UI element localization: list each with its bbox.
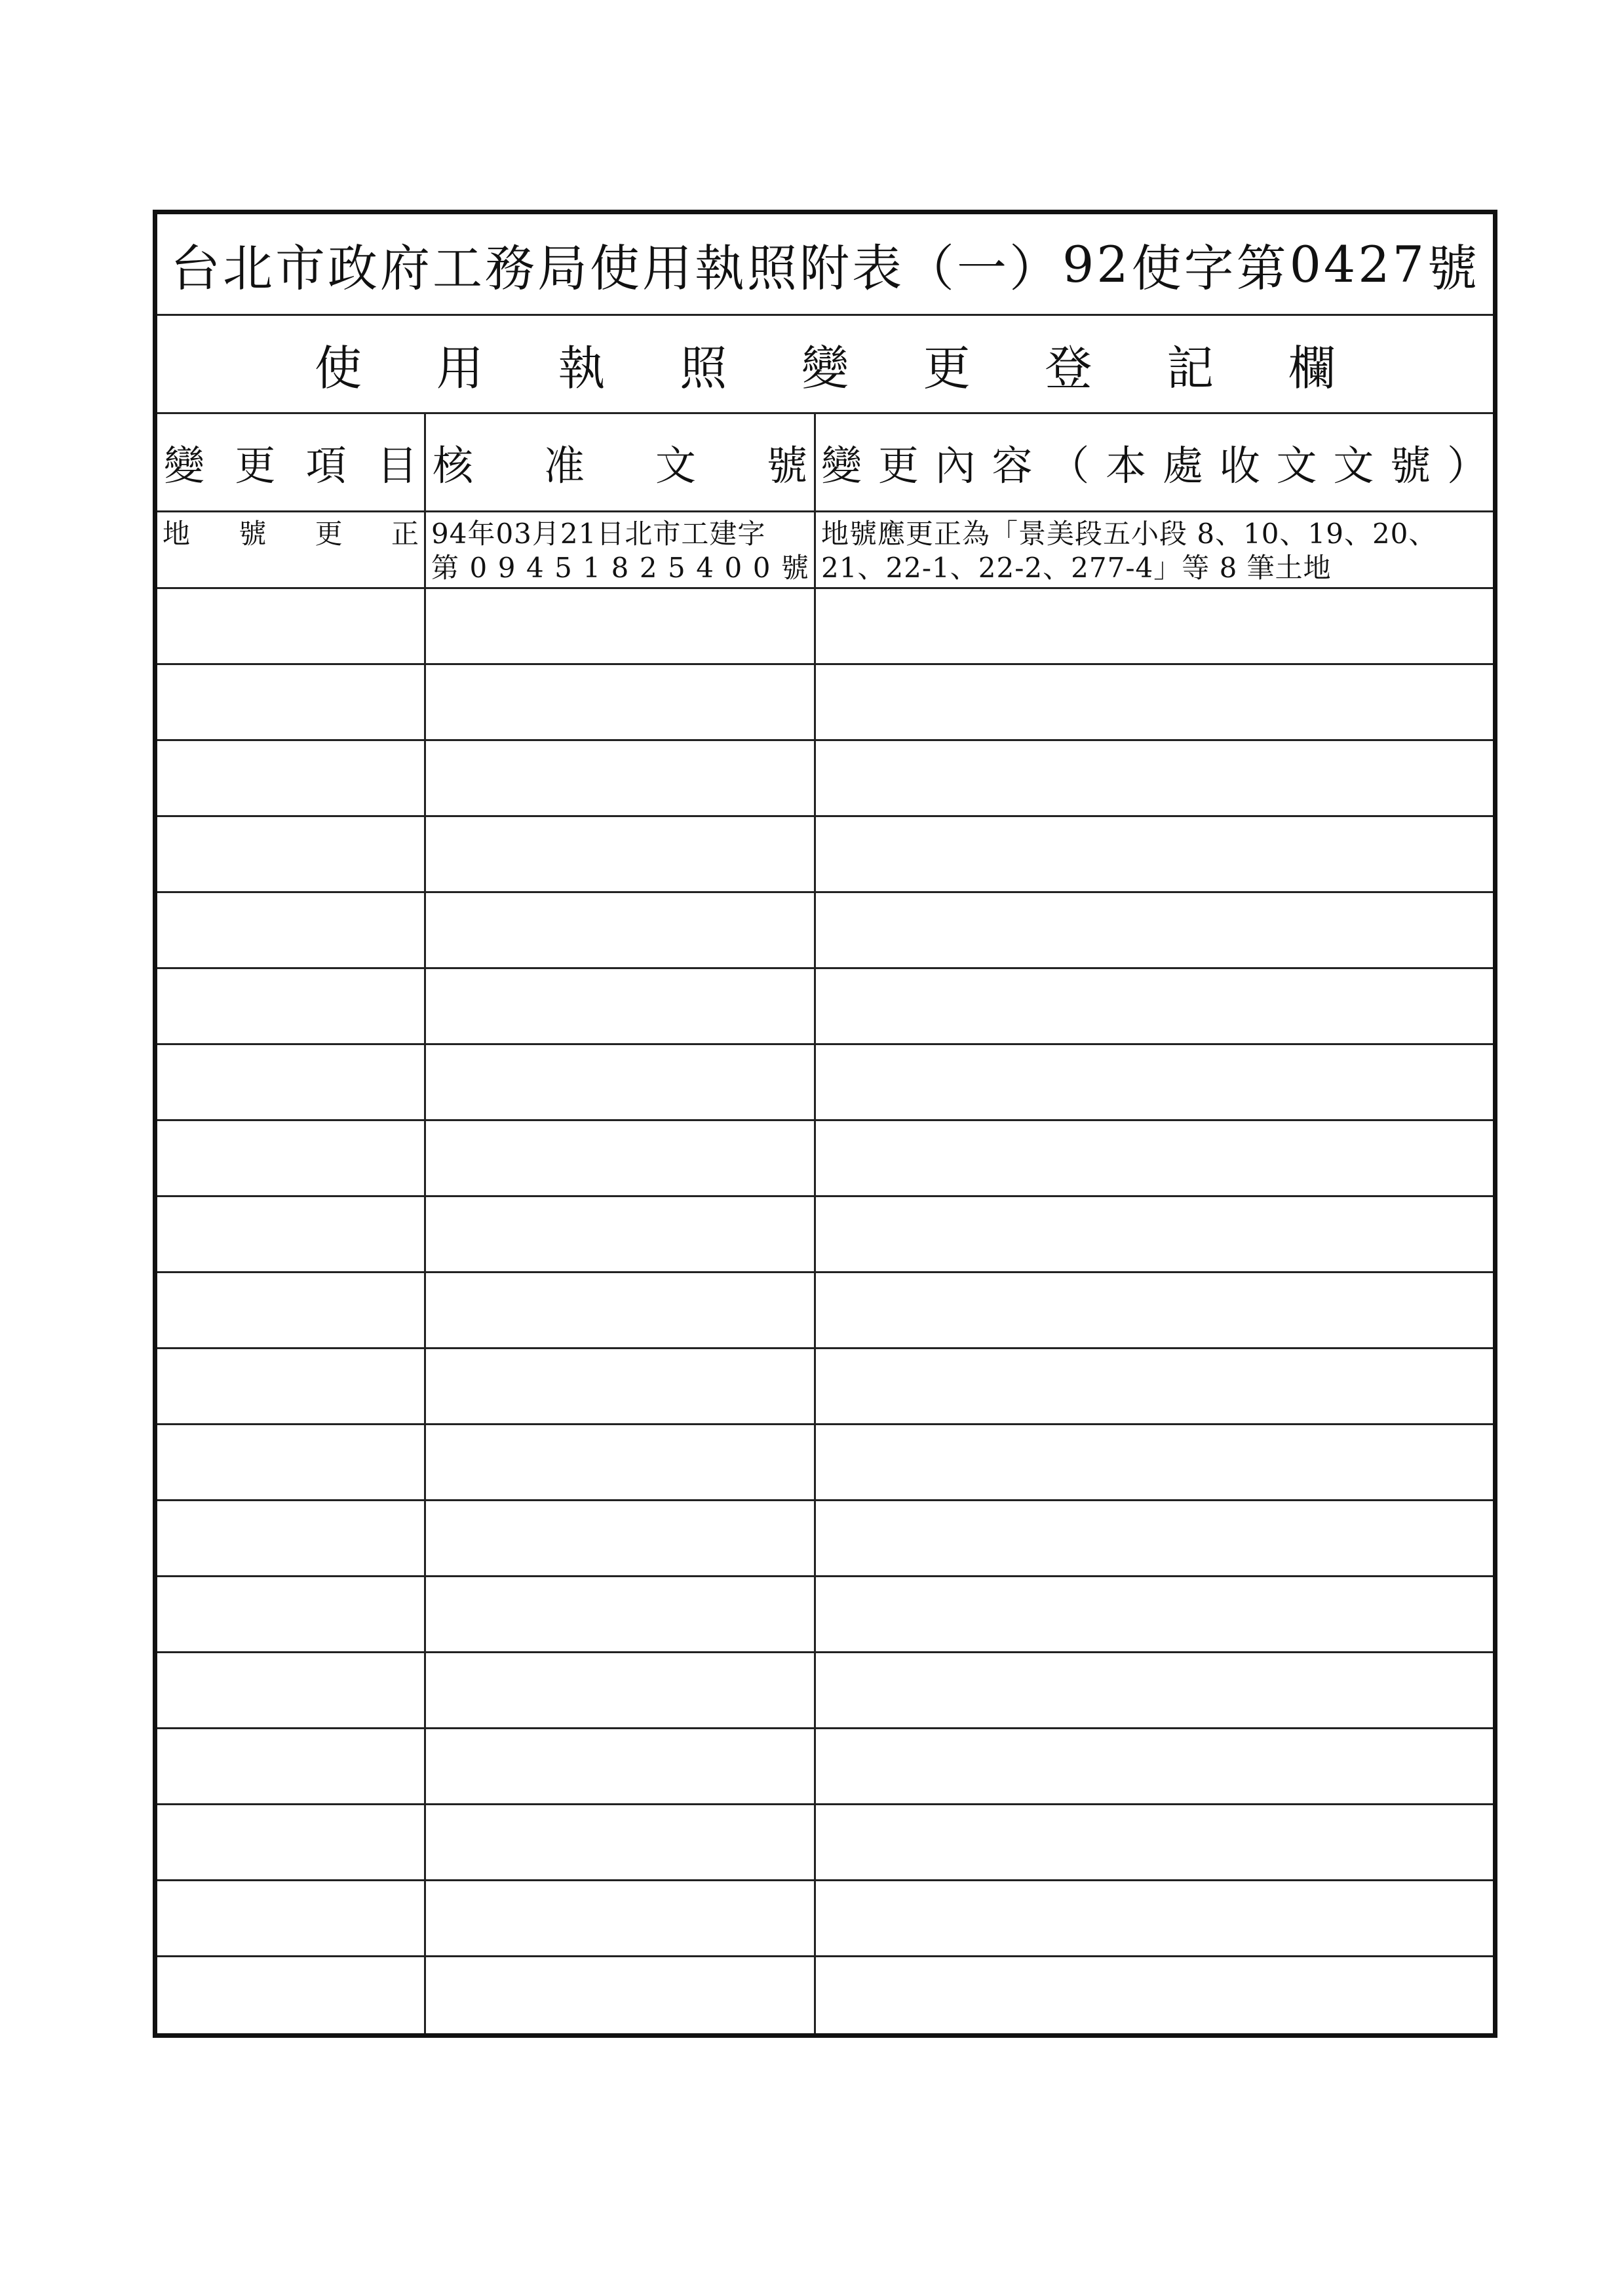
- heading-char: 記: [1167, 340, 1214, 396]
- empty-cell: [426, 1501, 816, 1575]
- table-row: [157, 1577, 1493, 1653]
- title-part: 92: [1062, 235, 1131, 294]
- cell-char: 地: [163, 518, 191, 550]
- empty-cell: [816, 1349, 1493, 1423]
- heading-char: 使: [315, 340, 362, 396]
- header-char: 容: [992, 442, 1033, 489]
- empty-cell: [157, 589, 426, 663]
- empty-cell: [816, 1957, 1493, 2033]
- header-approval: [426, 414, 816, 510]
- cell-char: 2: [639, 552, 657, 584]
- registration-form: [153, 210, 1497, 2038]
- cell-char: 正: [391, 518, 419, 550]
- table-row: [157, 1197, 1493, 1273]
- heading-char: 執: [558, 340, 606, 396]
- title-part: 號: [1427, 239, 1480, 297]
- empty-cell: [426, 1577, 816, 1651]
- empty-cell: [426, 893, 816, 967]
- cell-char: 9: [497, 552, 516, 584]
- empty-cell: [816, 1273, 1493, 1347]
- empty-cell: [816, 1577, 1493, 1651]
- empty-cell: [426, 1349, 816, 1423]
- header-char: 目: [376, 442, 417, 489]
- empty-cell: [426, 1045, 816, 1119]
- empty-cell: [816, 1501, 1493, 1575]
- cell-char: 5: [668, 552, 685, 584]
- cell-approval: [426, 512, 816, 587]
- header-char: 內: [935, 442, 976, 489]
- empty-cell: [426, 741, 816, 815]
- empty-cell: [426, 1197, 816, 1271]
- cell-char: 更: [315, 518, 343, 550]
- empty-cell: [157, 1805, 426, 1879]
- cell-char: 號: [781, 552, 809, 584]
- empty-cell: [157, 741, 426, 815]
- table-row: [157, 1045, 1493, 1121]
- table-row: [157, 1881, 1493, 1957]
- empty-cell: [426, 589, 816, 663]
- table-row: [157, 665, 1493, 741]
- banner-row: [157, 316, 1493, 414]
- table-row: [157, 589, 1493, 665]
- empty-cell: [816, 665, 1493, 739]
- empty-cell: [157, 1729, 426, 1803]
- cell-char: 4: [696, 552, 714, 584]
- empty-cell: [426, 817, 816, 891]
- empty-cell: [157, 1425, 426, 1499]
- section-heading: [315, 316, 1336, 412]
- heading-char: 欄: [1288, 340, 1336, 396]
- title-part: 0427: [1289, 235, 1427, 294]
- cell-char: 1: [583, 552, 601, 584]
- content-line: 21、22-1、22-2、277-4」等 8 筆土地: [821, 552, 1332, 584]
- page-title: [170, 214, 1480, 314]
- table-row: [157, 1653, 1493, 1729]
- empty-cell: [157, 1653, 426, 1727]
- header-char: 文: [1333, 442, 1374, 489]
- table-row: [157, 969, 1493, 1045]
- empty-cell: [816, 741, 1493, 815]
- empty-cell: [426, 1121, 816, 1195]
- empty-cell: [157, 893, 426, 967]
- empty-cell: [816, 1805, 1493, 1879]
- header-char: 項: [305, 442, 347, 489]
- empty-cell: [157, 1881, 426, 1955]
- header-char: 本: [1106, 442, 1147, 489]
- empty-cell: [816, 589, 1493, 663]
- table-row: [157, 1121, 1493, 1197]
- cell-char: 8: [611, 552, 629, 584]
- empty-cell: [816, 1197, 1493, 1271]
- empty-cell: [157, 665, 426, 739]
- empty-cell: [426, 665, 816, 739]
- empty-cell: [426, 1957, 816, 2033]
- title-row: [157, 214, 1493, 316]
- table-row: [157, 1957, 1493, 2033]
- header-char: 准: [543, 442, 585, 489]
- header-char: ）: [1446, 442, 1488, 489]
- empty-cell: [816, 1425, 1493, 1499]
- header-char: 變: [821, 442, 862, 489]
- table-row: [157, 893, 1493, 969]
- table-row: [157, 817, 1493, 893]
- empty-cell: [816, 817, 1493, 891]
- empty-cell: [157, 1197, 426, 1271]
- table-row: [157, 1273, 1493, 1349]
- cell-char: 0: [752, 552, 771, 584]
- header-char: 處: [1162, 442, 1203, 489]
- empty-cell: [816, 1881, 1493, 1955]
- empty-cell: [157, 1957, 426, 2033]
- empty-cell: [816, 893, 1493, 967]
- cell-char: 第: [431, 552, 459, 584]
- cell-char: 號: [239, 518, 267, 550]
- table-row: [157, 1729, 1493, 1805]
- table-row: [157, 1805, 1493, 1881]
- empty-cell: [426, 1425, 816, 1499]
- empty-cell: [426, 1805, 816, 1879]
- heading-char: 變: [801, 340, 849, 396]
- empty-cell: [426, 1729, 816, 1803]
- cell-char: 4: [526, 552, 544, 584]
- empty-cell: [816, 1729, 1493, 1803]
- heading-char: 更: [923, 340, 971, 396]
- cell-content: [816, 512, 1493, 587]
- empty-cell: [426, 1881, 816, 1955]
- empty-cell: [157, 1045, 426, 1119]
- empty-cell: [816, 1121, 1493, 1195]
- cell-item: [157, 512, 426, 587]
- table-row: [157, 512, 1493, 589]
- empty-cell: [157, 1121, 426, 1195]
- table-row: [157, 741, 1493, 817]
- table-row: [157, 1501, 1493, 1577]
- empty-cell: [816, 1045, 1493, 1119]
- cell-char: 0: [724, 552, 742, 584]
- table-row: [157, 1425, 1493, 1501]
- empty-cell: [426, 1273, 816, 1347]
- header-char: 文: [655, 442, 696, 489]
- header-char: 更: [878, 442, 919, 489]
- header-char: 核: [433, 442, 474, 489]
- table-header: [157, 414, 1493, 512]
- header-char: 號: [1390, 442, 1431, 489]
- cell-char: 0: [469, 552, 488, 584]
- table-row: [157, 1349, 1493, 1425]
- empty-cell: [816, 969, 1493, 1043]
- header-char: （: [1049, 442, 1090, 489]
- empty-cell: [157, 1349, 426, 1423]
- empty-cell: [157, 1273, 426, 1347]
- header-char: 收: [1219, 442, 1260, 489]
- empty-cell: [816, 1653, 1493, 1727]
- header-char: 變: [164, 442, 205, 489]
- empty-cell: [157, 1577, 426, 1651]
- header-content: [816, 414, 1493, 510]
- title-part: 使字第: [1131, 239, 1289, 297]
- empty-cell: [426, 969, 816, 1043]
- header-char: 更: [235, 442, 276, 489]
- heading-char: 登: [1045, 340, 1092, 396]
- empty-cell: [157, 817, 426, 891]
- heading-char: 用: [436, 340, 484, 396]
- empty-cell: [157, 1501, 426, 1575]
- header-char: 文: [1276, 442, 1317, 489]
- empty-cell: [426, 1653, 816, 1727]
- empty-cell: [157, 969, 426, 1043]
- title-part: 台北市政府工務局使用執照附表（一）: [170, 239, 1062, 297]
- content-line: 地號應更正為「景美段五小段 8、10、19、20、: [821, 518, 1437, 550]
- approval-line: 94年03月21日北市工建字: [431, 518, 766, 550]
- heading-char: 照: [680, 340, 727, 396]
- header-item: [157, 414, 426, 510]
- header-char: 號: [766, 442, 807, 489]
- cell-char: 5: [554, 552, 572, 584]
